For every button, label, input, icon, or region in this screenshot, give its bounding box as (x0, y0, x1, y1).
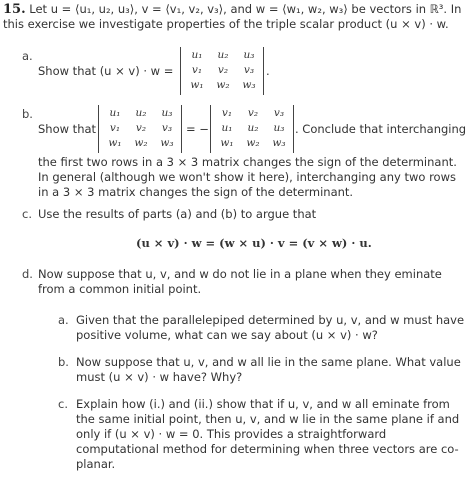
part-b-tail: . Conclude that interchanging (295, 122, 467, 136)
part-b-line-2: the first two rows in a 3 × 3 matrix changes the sign of the determinant. (38, 155, 457, 169)
part-b-line-4: in a 3 × 3 matrix changes the sign of the determinant. (38, 185, 354, 199)
det-b-left-cell: w₁ (108, 137, 122, 149)
part-d-sub-c-line-3: only if (u × v) · w = 0. This provides a straightforward (76, 427, 387, 441)
part-d-line-2: from a common initial point. (38, 282, 202, 296)
det-a-cell: w₂ (216, 79, 230, 91)
part-d-sub-c-line-2: the same initial point, then u, v, and w lie in the same plane if and (76, 412, 460, 426)
part-d-sub-b-label: b. (58, 355, 69, 369)
det-b-right-cell: u₁ (221, 122, 233, 134)
intro-line-1: Let u = ⟨u₁, u₂, u₃⟩, v = ⟨v₁, v₂, v₃⟩, and w = ⟨w₁, w₂, w₃⟩ be vectors in ℝ³. In (29, 2, 462, 16)
problem-number: 15. (3, 2, 26, 17)
det-b-right-cell: u₃ (273, 122, 285, 134)
det-b-right-cell: v₃ (273, 107, 285, 119)
part-a-determinant (180, 47, 264, 95)
part-d-label: d. (22, 267, 33, 281)
part-d-sub-b-line-2: must (u × v) · w have? Why? (76, 370, 243, 384)
part-d-sub-c-label: c. (58, 397, 68, 411)
det-a-cell: u₁ (191, 49, 203, 61)
part-c-label: c. (22, 207, 32, 221)
problem-intro (3, 2, 461, 17)
det-b-left-cell: w₃ (160, 137, 174, 149)
part-b-left-determinant (98, 105, 182, 153)
det-b-left-cell: v₂ (135, 122, 147, 134)
part-b-equals: = − (186, 122, 209, 136)
part-c-text: Use the results of parts (a) and (b) to argue that (38, 207, 317, 221)
det-a-cell: v₁ (191, 64, 203, 76)
det-b-left-cell: u₂ (135, 107, 147, 119)
part-d-sub-c-line-4: computational method for determining when three vectors are co- (76, 442, 459, 456)
det-b-left-cell: v₃ (161, 122, 173, 134)
part-a-tail: . (266, 64, 270, 78)
part-d-sub-a-line-2: positive volume, what can we say about (u × v) · w? (76, 328, 378, 342)
part-b-right-determinant (210, 105, 294, 153)
det-a-cell: v₂ (217, 64, 229, 76)
det-b-left-cell: u₁ (109, 107, 121, 119)
part-b-text: Show that (38, 122, 97, 136)
det-b-right-cell: w₂ (246, 137, 260, 149)
det-a-cell: u₃ (243, 49, 255, 61)
det-b-right-cell: w₁ (220, 137, 234, 149)
part-d-sub-a-label: a. (58, 313, 69, 327)
det-b-right-cell: v₁ (221, 107, 233, 119)
det-b-right-cell: u₂ (247, 122, 259, 134)
part-d-sub-c-line-1: Explain how (i.) and (ii.) show that if u, v, and w all eminate from (76, 397, 450, 411)
det-b-left-cell: v₁ (109, 122, 121, 134)
det-a-cell: v₃ (243, 64, 255, 76)
part-d-sub-c-line-5: planar. (76, 457, 116, 471)
det-b-right-cell: w₃ (272, 137, 286, 149)
part-d-line-1: Now suppose that u, v, and w do not lie in a plane when they eminate (38, 267, 442, 281)
part-c-equation: (u × v) · w = (w × u) · v = (v × w) · u. (136, 236, 372, 250)
det-a-cell: w₁ (190, 79, 204, 91)
det-b-left-cell: w₂ (134, 137, 148, 149)
part-a-label: a. (22, 49, 33, 63)
det-b-left-cell: u₃ (161, 107, 173, 119)
part-d-sub-a-line-1: Given that the parallelepiped determined by u, v, and w must have (76, 313, 465, 327)
part-b-line-3: In general (although we won't show it here), interchanging any two rows (38, 170, 456, 184)
det-b-right-cell: v₂ (247, 107, 259, 119)
det-a-cell: u₂ (217, 49, 229, 61)
intro-line-2: this exercise we investigate properties of the triple scalar product (u × v) · w. (3, 17, 449, 31)
part-b-label: b. (22, 107, 33, 121)
det-a-cell: w₃ (242, 79, 256, 91)
part-a-text: Show that (u × v) · w = (38, 64, 174, 78)
part-d-sub-b-line-1: Now suppose that u, v, and w all lie in the same plane. What value (76, 355, 461, 369)
